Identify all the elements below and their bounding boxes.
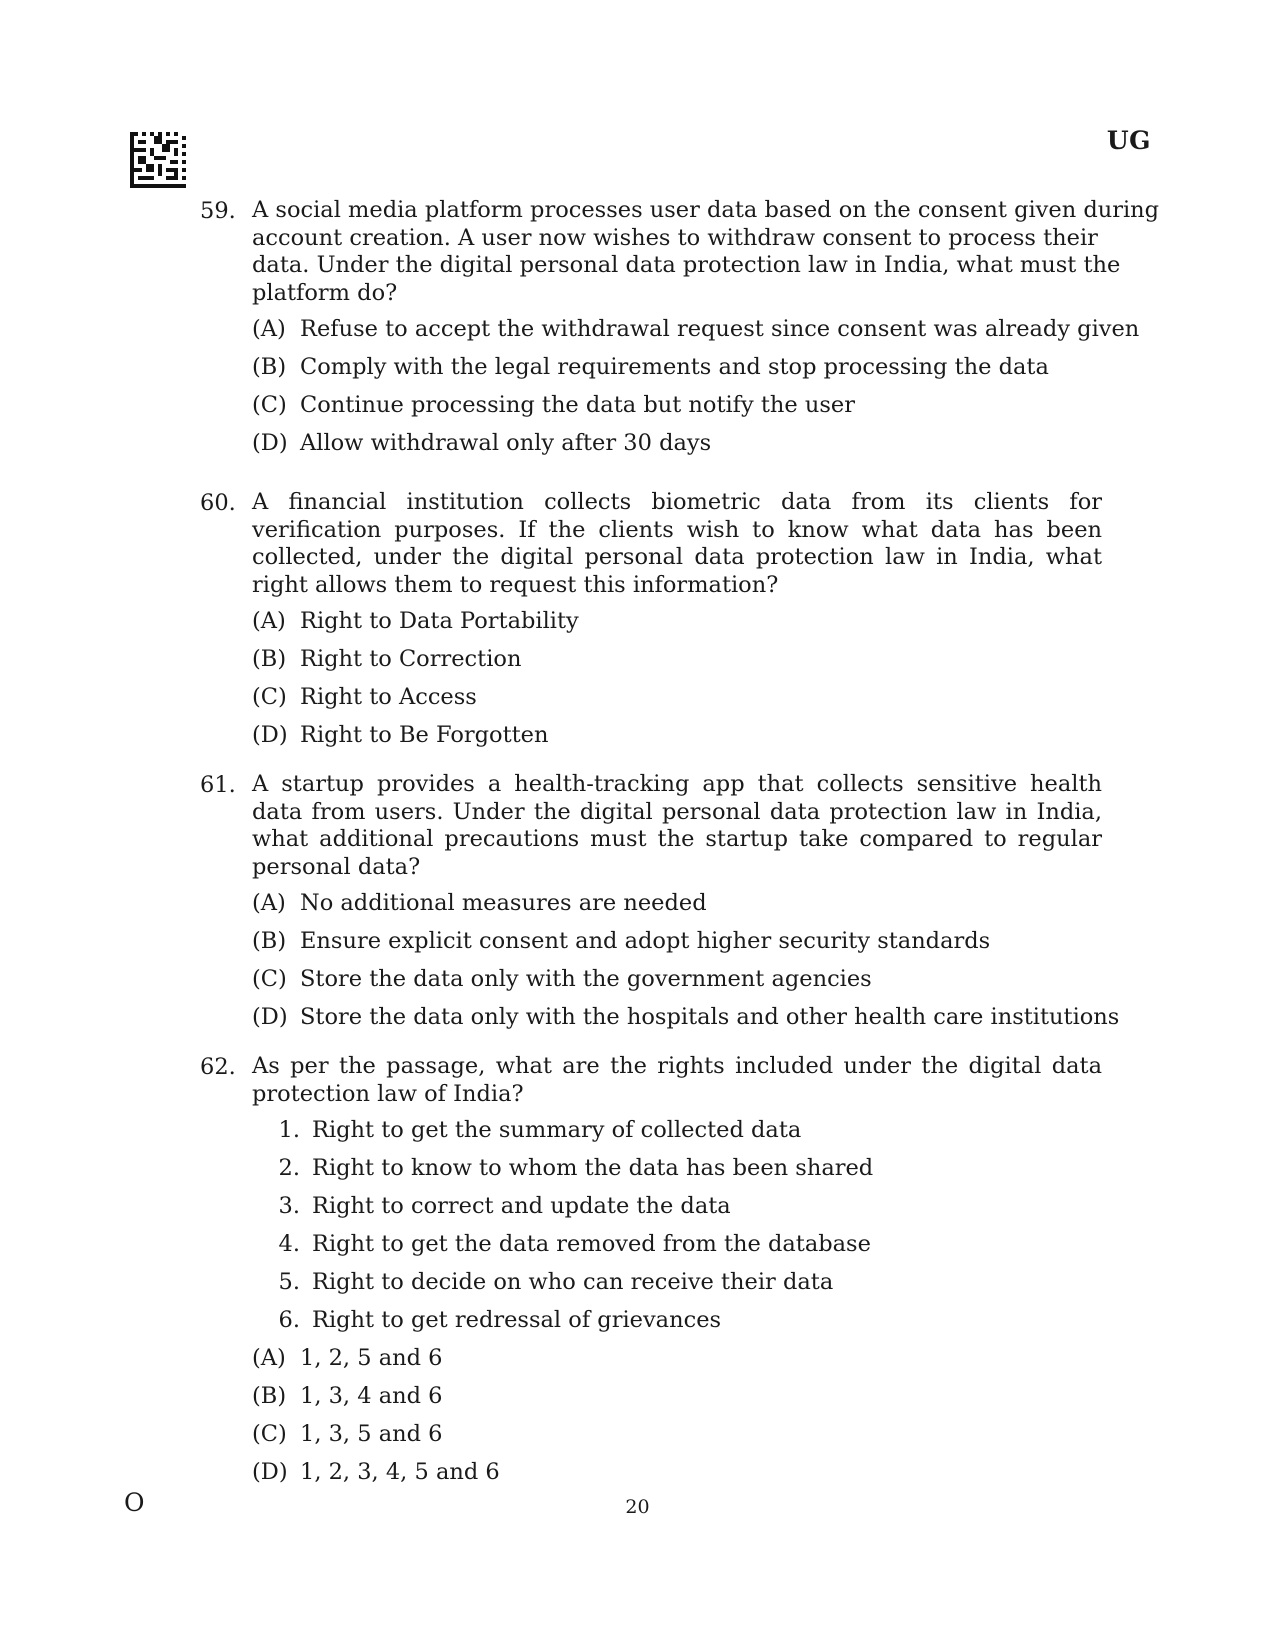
- option-text: Ensure explicit consent and adopt higher security standards: [300, 928, 991, 954]
- option[interactable]: [252, 645, 1160, 673]
- option-label: (C): [252, 684, 287, 710]
- header-code: UG: [1106, 126, 1151, 155]
- statement: [252, 1116, 1160, 1144]
- option-label: (C): [252, 966, 287, 992]
- statement-text: Right to get redressal of grievances: [312, 1307, 722, 1333]
- question-text: A financial institution collects biometric data from its clients for verification purposes. If the clients wish to know what data has been collected, under the digital personal data protection law in India, what right allows them to request this information?: [252, 489, 1102, 598]
- question-61: [200, 771, 1160, 1031]
- option-text: Right to Access: [300, 684, 477, 710]
- statement: [252, 1306, 1160, 1334]
- option-text: 1, 2, 5 and 6: [300, 1345, 443, 1371]
- question-number: 61.: [200, 772, 236, 798]
- option-label: (D): [252, 722, 288, 748]
- option[interactable]: [252, 965, 1160, 993]
- option-text: Store the data only with the hospitals and other health care institutions: [300, 1004, 1120, 1030]
- question-60: [200, 489, 1160, 749]
- statement-text: Right to get the data removed from the database: [312, 1231, 871, 1257]
- option[interactable]: [252, 391, 1160, 419]
- barcode-icon: [130, 132, 186, 188]
- question-number: 62.: [200, 1054, 236, 1080]
- option-label: (A): [252, 890, 286, 916]
- option-text: Refuse to accept the withdrawal request since consent was already given: [300, 316, 1140, 342]
- page-number: 20: [625, 1496, 650, 1518]
- option-label: (C): [252, 1421, 287, 1447]
- question-59: [200, 197, 1160, 457]
- option-label: (B): [252, 354, 287, 380]
- statement-text: Right to decide on who can receive their data: [312, 1269, 834, 1295]
- statement-text: Right to know to whom the data has been shared: [312, 1155, 874, 1181]
- option-label: (A): [252, 316, 286, 342]
- statement-label: 6.: [278, 1307, 300, 1333]
- options-list: [252, 315, 1160, 457]
- option[interactable]: [252, 429, 1160, 457]
- option-text: Comply with the legal requirements and stop processing the data: [300, 354, 1049, 380]
- option-text: 1, 3, 4 and 6: [300, 1383, 443, 1409]
- question-number: 59.: [200, 198, 236, 224]
- option-text: Store the data only with the government agencies: [300, 966, 872, 992]
- statement: [252, 1192, 1160, 1220]
- option-text: 1, 3, 5 and 6: [300, 1421, 443, 1447]
- statement-text: Right to get the summary of collected data: [312, 1117, 802, 1143]
- option-text: No additional measures are needed: [300, 890, 707, 916]
- option[interactable]: [252, 721, 1160, 749]
- question-text: As per the passage, what are the rights included under the digital data protection law of India?: [252, 1053, 1102, 1107]
- option[interactable]: [252, 1003, 1160, 1031]
- question-text: A startup provides a health-tracking app that collects sensitive health data from users. Under the digital personal data protection law in India, what additional precautions must the startup take compared to regular personal data?: [252, 771, 1102, 880]
- statements-list: [252, 1116, 1160, 1334]
- option-text: Right to Correction: [300, 646, 522, 672]
- options-list: [252, 607, 1160, 749]
- option-label: (B): [252, 928, 287, 954]
- question-list: [200, 197, 1160, 1496]
- option[interactable]: [252, 1458, 1160, 1486]
- statement-label: 3.: [278, 1193, 300, 1219]
- option-text: Continue processing the data but notify the user: [300, 392, 855, 418]
- question-text: A social media platform processes user data based on the consent given during account creation. A user now wishes to withdraw consent to process their data. Under the digital personal data protection law in India, what must the platform do?: [252, 197, 1160, 306]
- option-label: (B): [252, 646, 287, 672]
- statement-label: 2.: [278, 1155, 300, 1181]
- option[interactable]: [252, 927, 1160, 955]
- option-text: Allow withdrawal only after 30 days: [300, 430, 712, 456]
- options-list: [252, 889, 1160, 1031]
- statement: [252, 1230, 1160, 1258]
- option[interactable]: [252, 1344, 1160, 1372]
- question-number: 60.: [200, 490, 236, 516]
- option-text: Right to Data Portability: [300, 608, 579, 634]
- option[interactable]: [252, 607, 1160, 635]
- option-label: (D): [252, 430, 288, 456]
- option-text: Right to Be Forgotten: [300, 722, 549, 748]
- option-text: 1, 2, 3, 4, 5 and 6: [300, 1459, 500, 1485]
- option[interactable]: [252, 1382, 1160, 1410]
- option-label: (D): [252, 1004, 288, 1030]
- option-label: (B): [252, 1383, 287, 1409]
- option-label: (D): [252, 1459, 288, 1485]
- options-list: [252, 1344, 1160, 1486]
- option[interactable]: [252, 683, 1160, 711]
- option[interactable]: [252, 889, 1160, 917]
- question-62: [200, 1053, 1160, 1486]
- statement-label: 4.: [278, 1231, 300, 1257]
- statement-label: 5.: [278, 1269, 300, 1295]
- option-label: (A): [252, 608, 286, 634]
- statement: [252, 1268, 1160, 1296]
- statement-label: 1.: [278, 1117, 300, 1143]
- option-label: (A): [252, 1345, 286, 1371]
- option-label: (C): [252, 392, 287, 418]
- option[interactable]: [252, 353, 1160, 381]
- series-code: O: [124, 1488, 145, 1517]
- option[interactable]: [252, 315, 1160, 343]
- statement: [252, 1154, 1160, 1182]
- option[interactable]: [252, 1420, 1160, 1448]
- statement-text: Right to correct and update the data: [312, 1193, 731, 1219]
